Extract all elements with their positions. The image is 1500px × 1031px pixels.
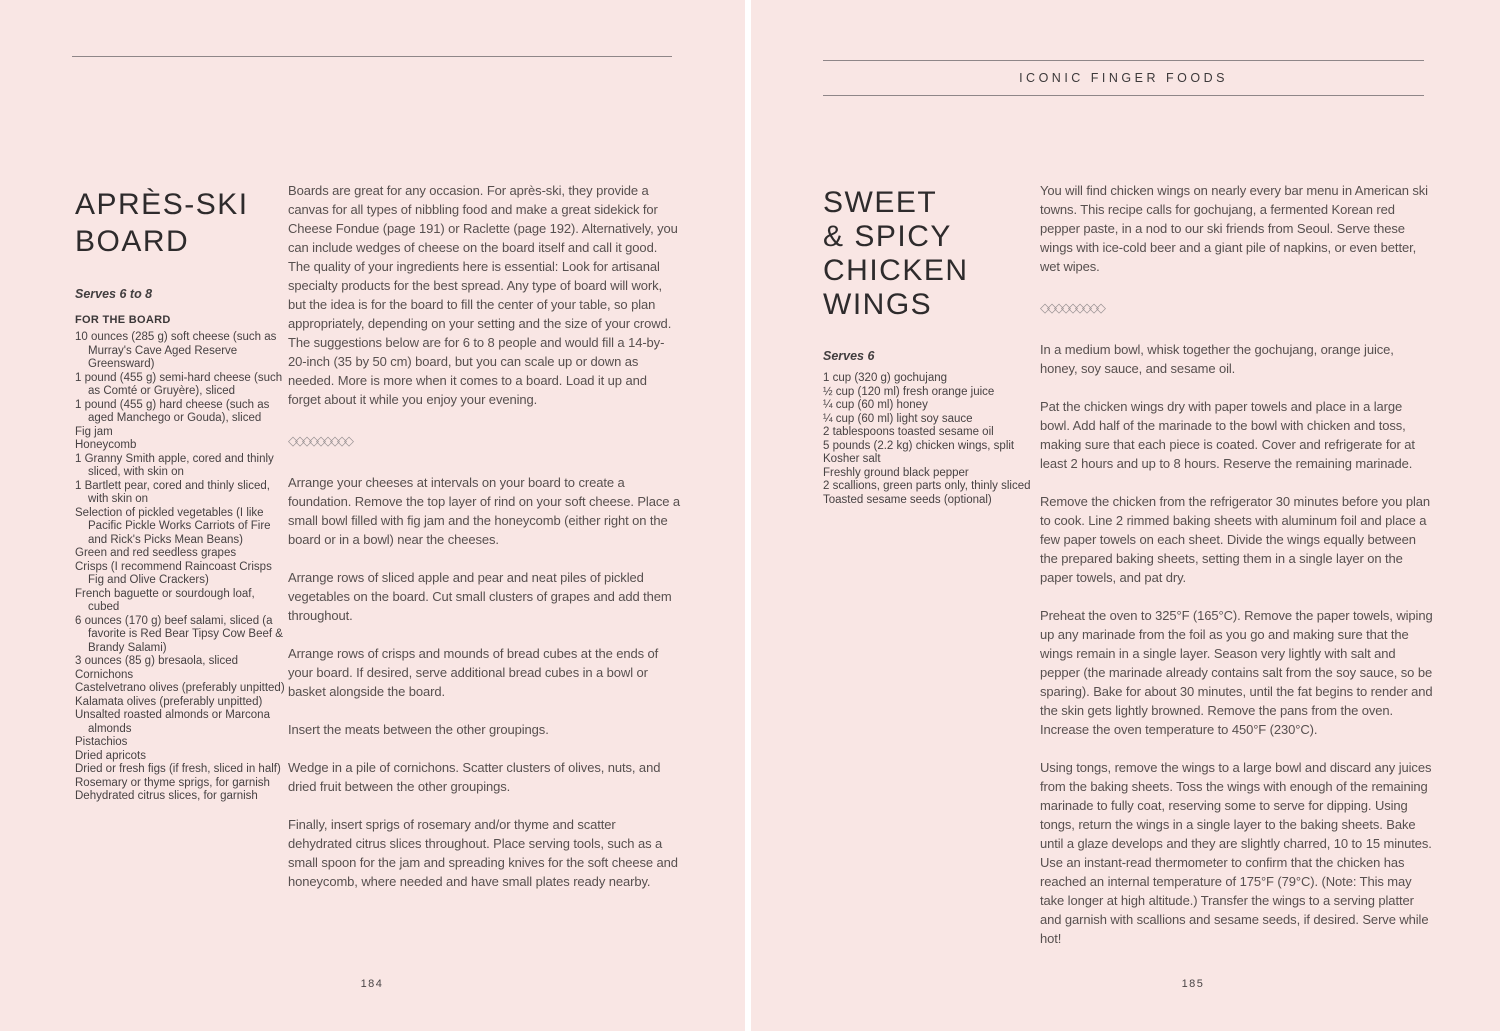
page-number-right: 185 [1181,978,1205,990]
recipe-title-apres-ski-board [75,186,287,260]
ingredient-item: 2 tablespoons toasted sesame oil [823,426,994,438]
instruction-paragraph: Arrange rows of sliced apple and pear and neat piles of pickled vegetables on the board. Cut small clusters of grapes and add them throughout. [288,570,672,623]
ingredient-item: Kalamata olives (preferably unpitted) [75,695,263,708]
ingredient-item: ¼ cup (60 ml) honey [823,399,928,411]
right-header-rule-bottom [823,95,1424,96]
instruction-paragraph: Finally, insert sprigs of rosemary and/or thyme and scatter dehydrated citrus slices throughout. Place serving tools, such as a small spoon for the jam and spreading knives for the soft cheese and honeycomb, where needed and have small plates ready nearby. [288,817,678,889]
recipe-title-line: & SPICY [823,220,952,253]
ingredient-item: 10 ounces (285 g) soft cheese (such as Murray's Cave Aged Reserve Greensward) [75,331,277,370]
instruction-paragraph: In a medium bowl, whisk together the gochujang, orange juice, honey, soy sauce, and sesame oil. [1040,342,1394,376]
recipe-title-line: APRÈS-SKI [75,188,249,221]
instruction-steps [288,473,682,891]
ingredient-item: Fig jam [75,425,113,438]
left-recipe-column [75,186,287,804]
ingredient-item: Castelvetrano olives (preferably unpitted) [75,682,285,694]
ingredient-item: 1 cup (320 g) gochujang [823,372,948,384]
recipe-title-line: BOARD [75,225,190,258]
instruction-paragraph: Wedge in a pile of cornichons. Scatter clusters of olives, nuts, and dried fruit between the other groupings. [288,760,661,794]
ingredients-list [75,331,287,804]
ingredient-item: French baguette or sourdough loaf, cubed [75,587,255,613]
right-page [751,0,1500,1031]
ingredient-item: Crisps (I recommend Raincoast Crisps Fig and Olive Crackers) [75,560,272,586]
instruction-paragraph: Arrange your cheeses at intervals on your board to create a foundation. Remove the top layer of rind on your soft cheese. Place a small bowl filled with fig jam and the honeycomb (either right on the board or in a bowl) near the cheeses. [288,475,681,547]
running-header: ICONIC FINGER FOODS [1019,71,1228,85]
ingredient-item: Cornichons [75,668,134,681]
ingredient-item: ¼ cup (60 ml) light soy sauce [823,412,973,425]
ingredient-item: Dehydrated citrus slices, for garnish [75,790,258,802]
ingredients-list [823,372,1035,507]
recipe-title-line: SWEET [823,186,938,219]
ingredient-item: Unsalted roasted almonds or Marcona almonds [75,709,270,735]
page-number-left: 184 [360,978,384,990]
ingredient-item: Freshly ground black pepper [823,466,969,479]
recipe-title-line: WINGS [823,288,933,321]
serves-note: Serves 6 [823,349,875,363]
ingredient-item: Kosher salt [823,453,881,465]
ingredient-item: ½ cup (120 ml) fresh orange juice [823,385,995,398]
ingredient-item: 1 Bartlett pear, cored and thinly sliced, with skin on [75,479,270,505]
left-page [0,0,745,1031]
ingredient-item: 1 pound (455 g) semi-hard cheese (such as Comté or Gruyère), sliced [75,371,283,397]
ingredient-item: Rosemary or thyme sprigs, for garnish [75,776,270,789]
ingredient-item: Pistachios [75,736,128,748]
instruction-paragraph: Preheat the oven to 325°F (165°C). Remove the paper towels, wiping up any marinade from the foil as you go and making sure that the wings remain in a single layer. Season very lightly with salt and pepper (the marinade already contains salt from the soy sauce, so be sparing). Bake for about 30 minutes, until the fat begins to render and the skin gets lightly browned. Remove the pans from the oven. Increase the oven temperature to 450°F (230°C). [1040,608,1433,737]
ingredient-item: 1 Granny Smith apple, cored and thinly sliced, with skin on [75,452,274,478]
ingredient-item: Honeycomb [75,439,137,451]
instruction-paragraph: Arrange rows of crisps and mounds of bread cubes at the ends of your board. If desired, serve additional bread cubes in a bowl or basket alongside the board. [288,646,659,699]
instruction-paragraph: Remove the chicken from the refrigerator 30 minutes before you plan to cook. Line 2 rimmed baking sheets with aluminum foil and place a few paper towels on each sheet. Divide the wings equally between the prepared baking sheets, setting them in a single layer on the paper towels, and pat dry. [1040,494,1431,585]
ingredient-item: Dried or fresh figs (if fresh, sliced in half) [75,763,281,775]
recipe-intro: You will find chicken wings on nearly every bar menu in American ski towns. This recipe calls for gochujang, a fermented Korean red pepper paste, in a nod to our ski friends from Seoul. Serve these wings with ice-cold beer and a giant pile of napkins, or even better, wet wipes. [1040,183,1428,274]
diamond-divider-ornament: ◇◇◇◇◇◇◇◇◇ [288,433,351,448]
right-header-rule-top [823,60,1424,61]
ingredient-item: 3 ounces (85 g) bresaola, sliced [75,655,239,667]
left-instructions-column [288,181,682,891]
instruction-steps [1040,340,1434,948]
recipe-title-sweet-spicy-chicken-wings [823,186,1035,322]
serves-note: Serves 6 to 8 [75,287,153,301]
ingredient-item: Green and red seedless grapes [75,547,237,559]
recipe-intro: Boards are great for any occasion. For après-ski, they provide a canvas for all types of nibbling food and make a great sidekick for Cheese Fondue (page 191) or Raclette (page 192). Alternatively, you can include wedges of cheese on the board itself and call it good. The quality of your ingredients here is essential: Look for artisanal specialty products for the best spread. Any type of board will work, but the idea is for the board to fill the center of your table, so plan appropriately, depending on your setting and the size of your crowd. The suggestions below are for 6 to 8 people and would fill a 14-by-20-inch (35 by 50 cm) board, but you can scale up or down as needed. More is more when it comes to a board. Load it up and forget about it while you enjoy your evening. [288,183,678,407]
left-header-rule [72,56,672,57]
ingredient-item: 6 ounces (170 g) beef salami, sliced (a favorite is Red Bear Tipsy Cow Beef & Brandy Salami) [75,614,283,654]
right-recipe-column [823,186,1035,507]
instruction-paragraph: Insert the meats between the other groupings. [288,722,549,737]
instruction-paragraph: Pat the chicken wings dry with paper towels and place in a large bowl. Add half of the marinade to the bowl with chicken and toss, making sure that each piece is coated. Cover and refrigerate for at least 2 hours and up to 8 hours. Reserve the remaining marinade. [1040,399,1415,471]
diamond-divider-ornament: ◇◇◇◇◇◇◇◇◇ [1040,300,1103,315]
ingredient-item: 2 scallions, green parts only, thinly sliced [823,480,1031,492]
ingredient-item: 5 pounds (2.2 kg) chicken wings, split [823,439,1015,452]
recipe-title-line: CHICKEN [823,254,969,287]
ingredient-item: Toasted sesame seeds (optional) [823,493,992,506]
ingredient-item: Dried apricots [75,749,146,762]
right-instructions-column [1040,181,1434,948]
instruction-paragraph: Using tongs, remove the wings to a large bowl and discard any juices from the baking sheets. Toss the wings with enough of the remaining marinade to fully coat, reserving some to serve for dipping. Using tongs, return the wings in a single layer to the baking sheets. Bake until a glaze develops and they are slightly charred, 10 to 15 minutes. Use an instant-read thermometer to confirm that the chicken has reached an internal temperature of 175°F (79°C). (Note: This may take longer at high altitude.) Transfer the wings to a serving platter and garnish with scallions and sesame seeds, if desired. Serve while hot! [1040,760,1432,946]
ingredient-item: Selection of pickled vegetables (I like Pacific Pickle Works Carriots of Fire and Rick's Picks Mean Beans) [75,506,271,546]
ingredient-item: 1 pound (455 g) hard cheese (such as aged Manchego or Gouda), sliced [75,398,270,424]
ingredients-header: FOR THE BOARD [75,314,171,326]
